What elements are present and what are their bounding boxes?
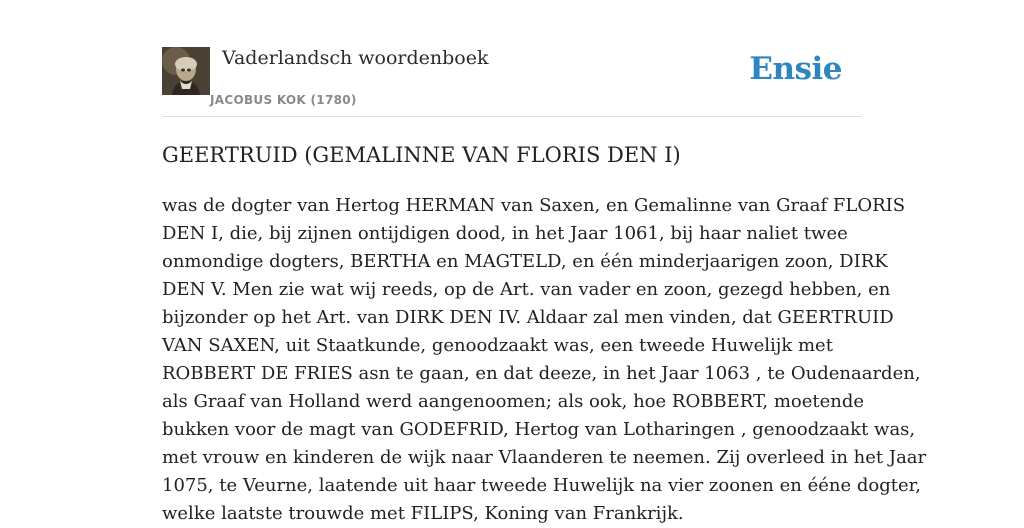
entry-body-line: DEN V. Men zie wat wij reeds, op de Art. van vader en zoon, gezegd hebben, en — [162, 279, 891, 300]
entry-title: GEERTRUID (GEMALINNE VAN FLORIS DEN I) — [162, 143, 681, 167]
entry-body-line: bukken voor de magt van GODEFRID, Hertog van Lotharingen , genoodzaakt was, — [162, 419, 916, 440]
header — [162, 46, 862, 117]
entry-body-line: was de dogter van Hertog HERMAN van Saxen, en Gemalinne van Graaf FLORIS — [162, 195, 906, 216]
author-portrait-icon — [162, 47, 210, 95]
entry-body-line: als Graaf van Holland werd aangenoomen; als ook, hoe ROBBERT, moetende — [162, 391, 865, 412]
entry-body-line: VAN SAXEN, uit Staatkunde, genoodzaakt was, een tweede Huwelijk met — [162, 335, 833, 356]
entry-body-line: DEN I, die, bij zijnen ontijdigen dood, in het Jaar 1061, bij haar naliet twee — [162, 223, 848, 244]
author-avatar — [162, 47, 210, 95]
entry-body-line: ROBBERT DE FRIES asn te gaan, en dat deeze, in het Jaar 1063 , te Oudenaarden, — [162, 363, 921, 384]
entry-body-line: 1075, te Veurne, laatende uit haar tweede Huwelijk na vier zoonen en éénе dogter, — [162, 475, 921, 496]
book-title[interactable]: Vaderlandsch woordenboek — [222, 47, 489, 69]
entry-body-line: met vrouw en kinderen de wijk naar Vlaanderen te neemen. Zij overleed in het Jaar — [162, 447, 927, 468]
entry-body-line: bijzonder op het Art. van DIRK DEN IV. Aldaar zal men vinden, dat GEERTRUID — [162, 307, 894, 328]
entry-body-line: onmondige dogters, BERTHA en MAGTELD, en één minderjaarigen zoon, DIRK — [162, 251, 888, 272]
ensie-logo[interactable]: Ensie — [749, 51, 842, 87]
entry-body — [162, 192, 927, 528]
entry-body-line: welke laatste trouwde met FILIPS, Koning van Frankrijk. — [162, 503, 684, 524]
author-name[interactable]: JACOBUS KOK (1780) — [210, 93, 357, 107]
